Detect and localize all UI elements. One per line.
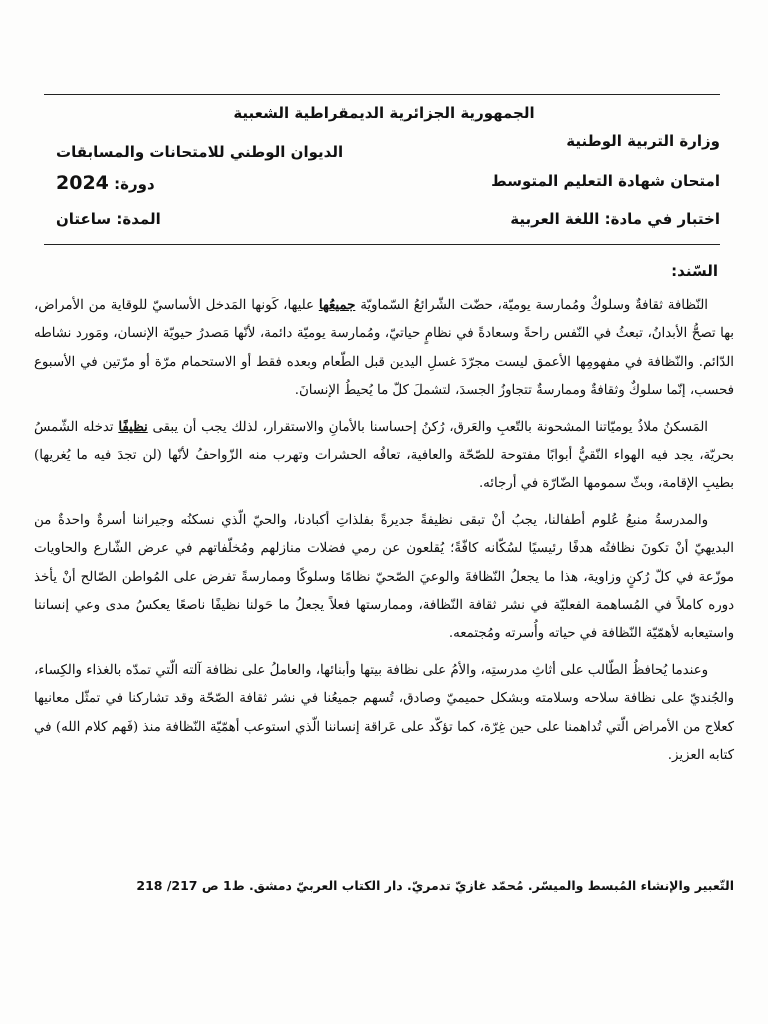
paragraph-3: والمدرسةُ منبعُ عُلوم أطفالنا، يجبُ أنْ تبقى نظيفةً جديرةً بفلذاتِ أكبادنا، والحيّ الّذي نسكنُه وجيراننا أسرةٌ واحدةٌ من البديهيّ أنْ تكونَ نظافتُه هدفًا رئيسيًا لسُكّانه كافّةً؛ يُقلعون عن رمي فضلات منازلهم ومُخلّفاتهم في عرض الشّارع والحاويات موزّعة في كلّ رُكنٍ وزاوية، هذا ما يجعلُ النّظافةَ والوعيَ الصّحيّ نظامًا وسلوكًا وممارسةً تفرض على المُواطن الصّالح أنْ يأخذ دوره كاملاً في المُساهمة الفعليّة في نشر ثقافة النّظافة، وممارستها فعلاً يجعلُ ما حَولنا نظيفًا ناصعًا يعكسُ مدى وعي إنساننا واستيعابه لأهمّيّة النّظافة في حياته وأُسرته ومُجتمعه. [34,512,734,642]
paragraph-2-emphasis: نظيفًا [118,419,148,435]
paragraph-2 [34,414,734,499]
session [56,172,155,194]
paragraph-1-emphasis: جميعُها [318,298,356,313]
paragraph-1-part-a: النّظافة ثقافةٌ وسلوكٌ ومُمارسة يوميّة، حضّت الشّرائعُ السّماويّة [355,298,708,313]
exam-office-name: الديوان الوطني للامتحانات والمسابقات [56,143,344,161]
duration: المدة: ساعتان [56,210,161,228]
subject: اختبار في مادة: اللغة العربية [510,210,720,228]
document-body [34,292,734,779]
republic-title: الجمهورية الجزائرية الديمقراطية الشعبية [233,104,535,122]
ministry-name: وزارة التربية الوطنية [566,132,720,150]
paragraph-2-part-b: تدخله الشّمسُ بحريّة، يجد فيه الهواء النّقيُّ أبوابًا مفتوحة للصّحّة والعافية، تعافُه الحشرات وتهرب منه الزّواحفُ لأنّها (لن تجدَ فيه ما يُغريها) بطيبِ الإقامة، وبثّ سمومها الضّارّة في أرجائه. [34,419,734,492]
paragraph-2-part-a: المَسكنُ ملاذُ يوميّاتنا المشحونة بالتّعبِ والعَرق، رُكنُ إحساسنا بالأمانِ والاستقرار، لذلك يجب أن يبقى [147,419,708,435]
session-year: 2024 [56,172,109,194]
top-rule [44,94,720,95]
session-label: دورة: [114,175,155,193]
paragraph-1-part-b: عليها، كَونها المَدخل الأساسيّ للوقاية من الأمراض، بها تصحُّ الأبدانُ، تبعثُ في النّفس راحةً وسعادةً في نظامٍ حياتيّ، ومُمارسة يوميّة دائمة، لأنّها مَصدرُ حيويّة الإنسان، ومَورد نشاطه الدّائم. والنّظافة في مفهومِها الأعمق ليست مجرّدَ غسلِ اليدين قبل الطّعام وبعده فقط أو الاستحمام مرّة أو مرّتين في الأسبوع فحسب، إنّما سلوكٌ وثقافةٌ وممارسةٌ تتجاوزُ الجسدَ، لتشملَ كلّ ما يُحيطُ الإنسانَ. [34,298,734,399]
document-label: السّند: [671,262,718,280]
exam-title: امتحان شهادة التعليم المتوسط [491,172,720,190]
header-rule [44,244,720,245]
source-citation: التّعبير والإنشاء المُبسط والميسّر. مُحمّد غازيّ تدمريّ. دار الكتاب العربيّ دمشق. ط1 ص 217/ 218 [136,878,734,893]
paragraph-1 [34,292,734,406]
paragraph-4: وعندما يُحافظُ الطّالب على أثاثِ مدرستِه، والأمُ على نظافة بيتها وأبنائها، والعاملُ على نظافة آلته الّتي تمدّه بالغذاء والكِساء، والجُنديّ على نظافة سلاحه وسلامته وبشكل حميميّ وصادق، تُسهم جميعُنا في نشر ثقافة الصّحّة وقد تشاركنا في تمثّل معانيها كعلاج من الأمراض الّتي تُداهمنا على حين غِرّة، كما تؤكّد على عَراقة إنساننا الّذي استوعب أهمّيّة النّظافة منذ (فَهم كلام الله) في كتابه العزيز. [34,662,734,764]
